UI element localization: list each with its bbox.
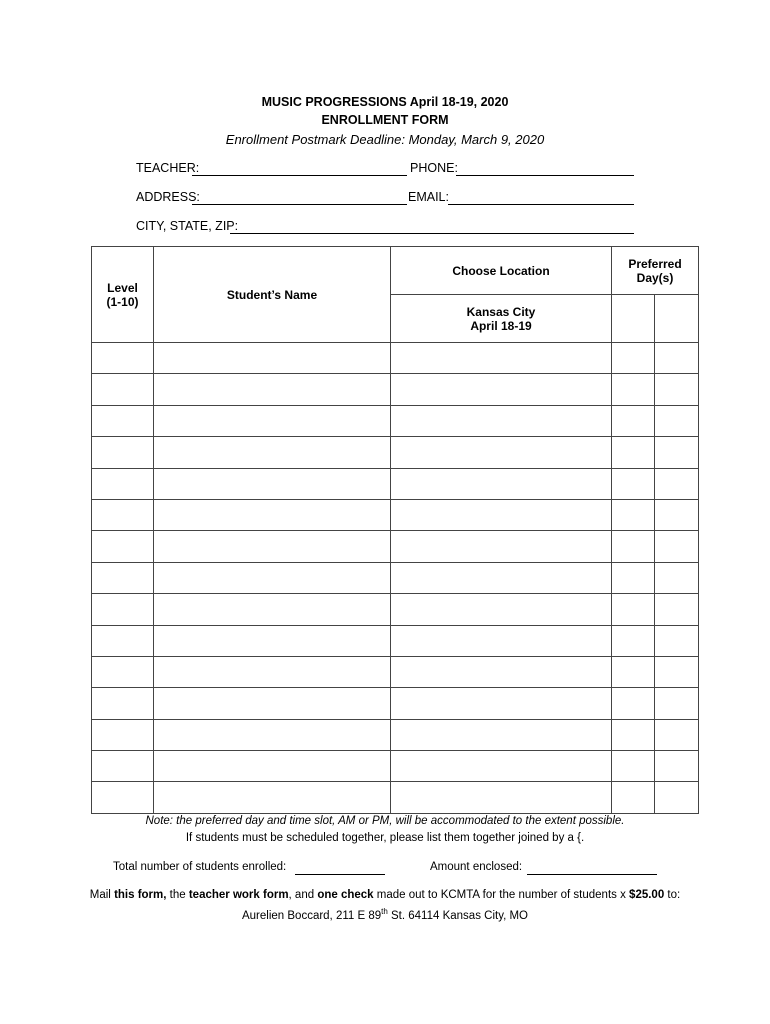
table-row bbox=[92, 688, 699, 719]
preferred-day-1-cell[interactable] bbox=[612, 437, 655, 468]
student-name-cell[interactable] bbox=[154, 656, 391, 687]
table-row bbox=[92, 374, 699, 405]
location-cell[interactable] bbox=[391, 719, 612, 750]
level-cell[interactable] bbox=[92, 405, 154, 436]
table-row bbox=[92, 437, 699, 468]
student-name-cell[interactable] bbox=[154, 374, 391, 405]
preferred-day-1-cell[interactable] bbox=[612, 374, 655, 405]
preferred-day-1-cell[interactable] bbox=[612, 468, 655, 499]
preferred-day-1-header bbox=[612, 295, 655, 343]
student-name-cell[interactable] bbox=[154, 499, 391, 530]
table-row bbox=[92, 751, 699, 782]
amount-enclosed-field[interactable] bbox=[527, 874, 657, 875]
preferred-days-header: Preferred Day(s) bbox=[612, 247, 699, 295]
note-preferred-day: Note: the preferred day and time slot, AM or PM, will be accommodated to the extent possible. bbox=[145, 815, 625, 827]
level-cell[interactable] bbox=[92, 656, 154, 687]
note-scheduled-together: If students must be scheduled together, please list them together joined by a {. bbox=[185, 832, 585, 844]
level-cell[interactable] bbox=[92, 719, 154, 750]
student-name-cell[interactable] bbox=[154, 719, 391, 750]
table-row bbox=[92, 343, 699, 374]
amount-enclosed-label: Amount enclosed: bbox=[430, 861, 523, 873]
student-name-cell[interactable] bbox=[154, 405, 391, 436]
table-row bbox=[92, 405, 699, 436]
student-name-cell[interactable] bbox=[154, 688, 391, 719]
form-title: MUSIC PROGRESSIONS April 18-19, 2020 bbox=[261, 95, 509, 109]
preferred-day-2-cell[interactable] bbox=[655, 688, 699, 719]
preferred-day-1-cell[interactable] bbox=[612, 688, 655, 719]
preferred-day-2-cell[interactable] bbox=[655, 468, 699, 499]
table-row bbox=[92, 531, 699, 562]
preferred-day-2-cell[interactable] bbox=[655, 343, 699, 374]
table-row bbox=[92, 594, 699, 625]
preferred-day-2-cell[interactable] bbox=[655, 782, 699, 813]
preferred-day-1-cell[interactable] bbox=[612, 343, 655, 374]
preferred-day-2-cell[interactable] bbox=[655, 719, 699, 750]
preferred-day-1-cell[interactable] bbox=[612, 782, 655, 813]
table-row bbox=[92, 468, 699, 499]
choose-location-header: Choose Location bbox=[391, 247, 612, 295]
phone-label: PHONE: bbox=[410, 161, 458, 175]
address-field[interactable] bbox=[192, 204, 407, 205]
preferred-day-1-cell[interactable] bbox=[612, 594, 655, 625]
preferred-day-2-cell[interactable] bbox=[655, 437, 699, 468]
level-header: Level (1-10) bbox=[92, 247, 154, 343]
preferred-day-2-cell[interactable] bbox=[655, 594, 699, 625]
location-cell[interactable] bbox=[391, 688, 612, 719]
preferred-day-1-cell[interactable] bbox=[612, 625, 655, 656]
mail-instructions: Mail this form, the teacher work form, and one check made out to KCMTA for the number of students x $25.00 to: bbox=[89, 889, 681, 901]
location-cell[interactable] bbox=[391, 374, 612, 405]
total-students-label: Total number of students enrolled: bbox=[113, 861, 287, 873]
level-cell[interactable] bbox=[92, 562, 154, 593]
student-name-cell[interactable] bbox=[154, 625, 391, 656]
table-row bbox=[92, 499, 699, 530]
student-name-header: Student’s Name bbox=[154, 247, 391, 343]
level-cell[interactable] bbox=[92, 374, 154, 405]
student-name-cell[interactable] bbox=[154, 751, 391, 782]
location-cell[interactable] bbox=[391, 405, 612, 436]
location-cell[interactable] bbox=[391, 751, 612, 782]
city-state-zip-label: CITY, STATE, ZIP: bbox=[136, 219, 239, 233]
location-cell[interactable] bbox=[391, 656, 612, 687]
teacher-label: TEACHER: bbox=[136, 161, 200, 175]
preferred-day-2-cell[interactable] bbox=[655, 531, 699, 562]
deadline-text: Enrollment Postmark Deadline: Monday, March 9, 2020 bbox=[225, 132, 545, 147]
preferred-day-1-cell[interactable] bbox=[612, 499, 655, 530]
student-name-cell[interactable] bbox=[154, 343, 391, 374]
table-row bbox=[92, 782, 699, 813]
location-cell[interactable] bbox=[391, 625, 612, 656]
level-cell[interactable] bbox=[92, 594, 154, 625]
mail-address: Aurelien Boccard, 211 E 89th St. 64114 Kansas City, MO bbox=[241, 907, 529, 922]
preferred-day-1-cell[interactable] bbox=[612, 719, 655, 750]
preferred-day-1-cell[interactable] bbox=[612, 751, 655, 782]
location-cell[interactable] bbox=[391, 437, 612, 468]
email-label: EMAIL: bbox=[408, 190, 449, 204]
email-field[interactable] bbox=[448, 204, 634, 205]
level-cell[interactable] bbox=[92, 468, 154, 499]
level-cell[interactable] bbox=[92, 625, 154, 656]
preferred-day-2-cell[interactable] bbox=[655, 751, 699, 782]
preferred-day-2-cell[interactable] bbox=[655, 499, 699, 530]
preferred-day-1-cell[interactable] bbox=[612, 656, 655, 687]
student-name-cell[interactable] bbox=[154, 562, 391, 593]
level-cell[interactable] bbox=[92, 531, 154, 562]
city-state-zip-field[interactable] bbox=[230, 233, 634, 234]
preferred-day-1-cell[interactable] bbox=[612, 531, 655, 562]
location-cell[interactable] bbox=[391, 531, 612, 562]
location-cell[interactable] bbox=[391, 343, 612, 374]
location-cell[interactable] bbox=[391, 499, 612, 530]
preferred-day-2-header bbox=[655, 295, 699, 343]
student-name-cell[interactable] bbox=[154, 468, 391, 499]
table-row bbox=[92, 719, 699, 750]
level-cell[interactable] bbox=[92, 343, 154, 374]
location-cell[interactable] bbox=[391, 562, 612, 593]
preferred-day-1-cell[interactable] bbox=[612, 562, 655, 593]
level-cell[interactable] bbox=[92, 782, 154, 813]
location-cell[interactable] bbox=[391, 594, 612, 625]
location-cell[interactable] bbox=[391, 782, 612, 813]
preferred-day-2-cell[interactable] bbox=[655, 625, 699, 656]
level-cell[interactable] bbox=[92, 688, 154, 719]
table-row bbox=[92, 625, 699, 656]
student-name-cell[interactable] bbox=[154, 437, 391, 468]
location-kansas-city: Kansas City April 18-19 bbox=[391, 295, 612, 343]
student-name-cell[interactable] bbox=[154, 782, 391, 813]
level-cell[interactable] bbox=[92, 437, 154, 468]
level-cell[interactable] bbox=[92, 751, 154, 782]
form-subtitle: ENROLLMENT FORM bbox=[321, 113, 449, 127]
teacher-field[interactable] bbox=[192, 175, 407, 176]
enrollment-table bbox=[91, 246, 699, 814]
table-row bbox=[92, 656, 699, 687]
total-students-field[interactable] bbox=[295, 874, 385, 875]
preferred-day-1-cell[interactable] bbox=[612, 405, 655, 436]
location-cell[interactable] bbox=[391, 468, 612, 499]
preferred-day-2-cell[interactable] bbox=[655, 562, 699, 593]
table-row bbox=[92, 562, 699, 593]
phone-field[interactable] bbox=[456, 175, 634, 176]
preferred-day-2-cell[interactable] bbox=[655, 405, 699, 436]
student-name-cell[interactable] bbox=[154, 531, 391, 562]
level-cell[interactable] bbox=[92, 499, 154, 530]
student-name-cell[interactable] bbox=[154, 594, 391, 625]
preferred-day-2-cell[interactable] bbox=[655, 656, 699, 687]
preferred-day-2-cell[interactable] bbox=[655, 374, 699, 405]
address-label: ADDRESS: bbox=[136, 190, 200, 204]
